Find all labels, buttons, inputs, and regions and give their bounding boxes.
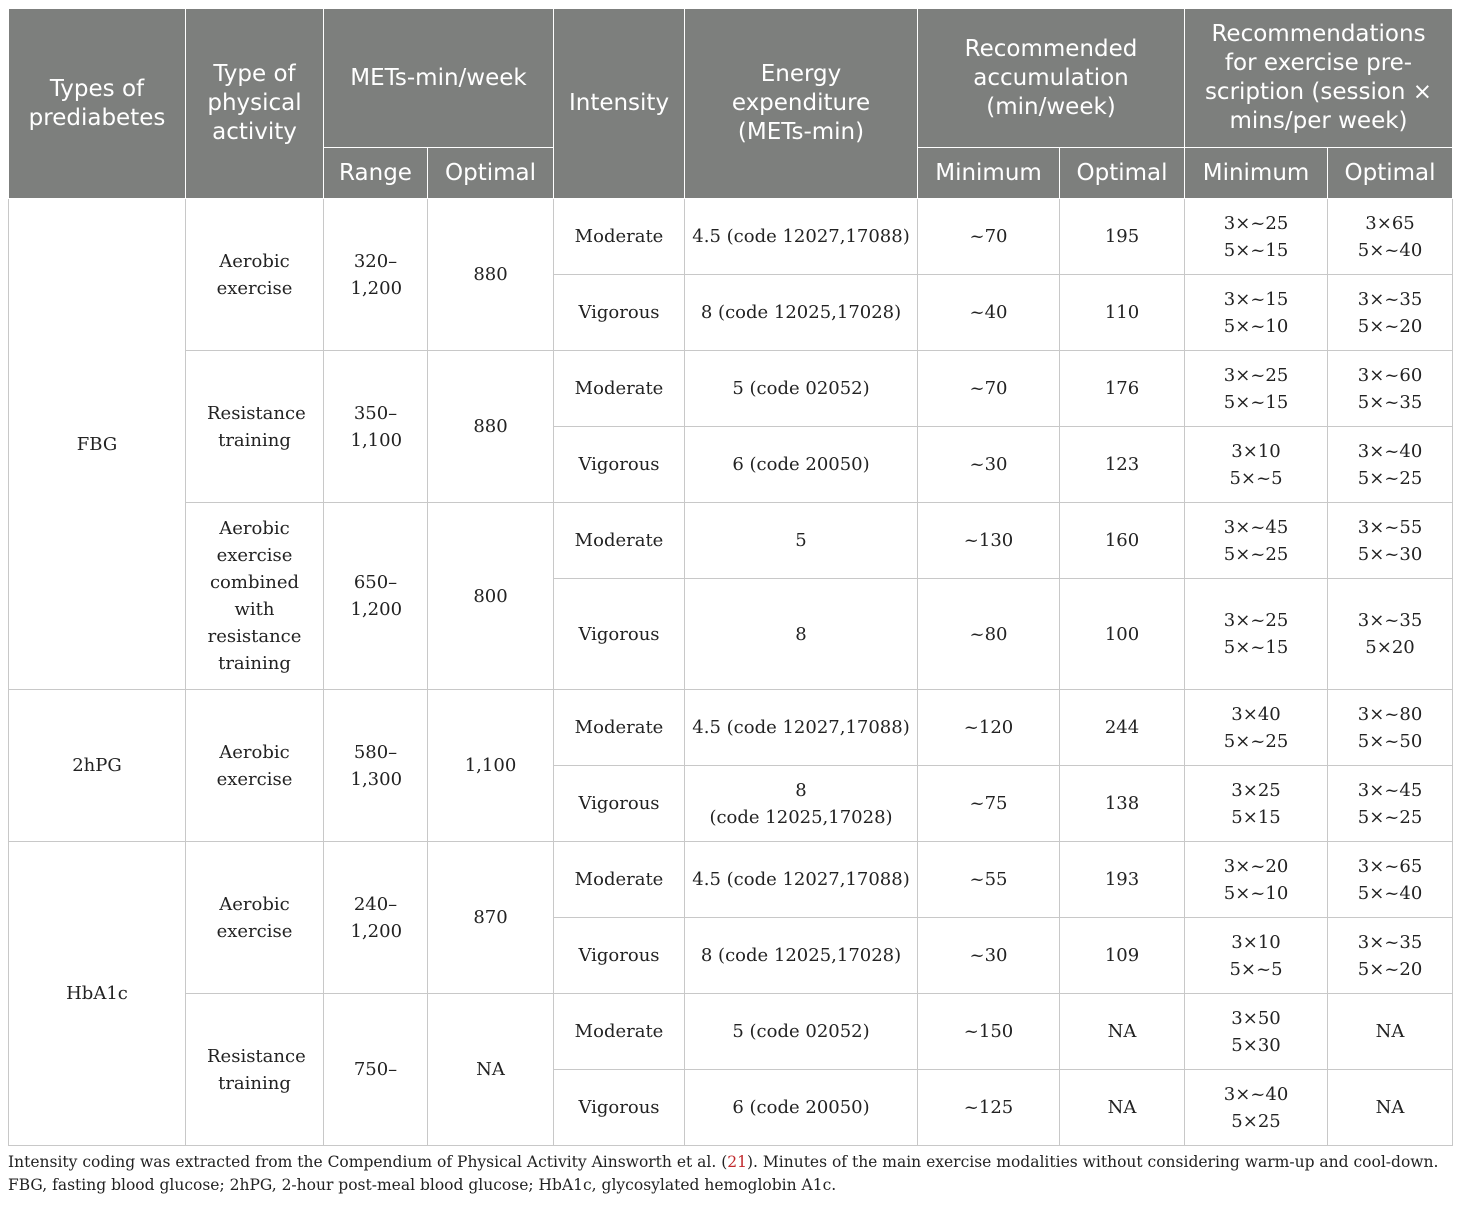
energy: 5 — [685, 503, 918, 579]
activity-type: Resistance training — [186, 994, 324, 1146]
activity-type: Aerobic exercise — [186, 842, 324, 994]
rec-optimal: NA — [1060, 994, 1185, 1070]
mets-optimal: 880 — [428, 351, 554, 503]
pres-optimal: 3×~60 5×~35 — [1328, 351, 1453, 427]
pres-minimum: 3×~20 5×~10 — [1185, 842, 1328, 918]
pres-optimal: NA — [1328, 994, 1453, 1070]
intensity: Vigorous — [554, 579, 685, 690]
table-row — [9, 690, 1453, 766]
pres-minimum: 3×~15 5×~10 — [1185, 275, 1328, 351]
group-name: FBG — [9, 199, 186, 690]
rec-minimum: ~120 — [918, 690, 1060, 766]
rec-minimum: ~30 — [918, 427, 1060, 503]
pres-optimal: 3×~80 5×~50 — [1328, 690, 1453, 766]
intensity: Moderate — [554, 842, 685, 918]
intensity: Moderate — [554, 994, 685, 1070]
mets-range: 580–1,300 — [324, 690, 428, 842]
energy: 4.5 (code 12027,17088) — [685, 690, 918, 766]
mets-optimal: 870 — [428, 842, 554, 994]
pres-minimum: 3×40 5×~25 — [1185, 690, 1328, 766]
rec-optimal: 244 — [1060, 690, 1185, 766]
pres-optimal: NA — [1328, 1070, 1453, 1146]
header-pres-optimal: Optimal — [1328, 148, 1453, 199]
rec-minimum: ~30 — [918, 918, 1060, 994]
header-rec-optimal: Optimal — [1060, 148, 1185, 199]
pres-minimum: 3×~25 5×~15 — [1185, 351, 1328, 427]
rec-minimum: ~125 — [918, 1070, 1060, 1146]
footnote-line-2: FBG, fasting blood glucose; 2hPG, 2-hour post-meal blood glucose; HbA1c, glycosylated hemoglobin A1c. — [8, 1176, 837, 1194]
rec-optimal: 100 — [1060, 579, 1185, 690]
table-footnote — [8, 1151, 1452, 1197]
pres-optimal: 3×~40 5×~25 — [1328, 427, 1453, 503]
rec-minimum: ~75 — [918, 766, 1060, 842]
activity-type: Aerobic exercise — [186, 690, 324, 842]
pres-optimal: 3×~35 5×~20 — [1328, 275, 1453, 351]
header-types: Types of prediabetes — [9, 9, 186, 199]
activity-type: Aerobic exercise — [186, 199, 324, 351]
rec-minimum: ~80 — [918, 579, 1060, 690]
intensity: Moderate — [554, 351, 685, 427]
table-row — [9, 503, 1453, 579]
header-pres-minimum: Minimum — [1185, 148, 1328, 199]
activity-type: Aerobic exercise combined with resistance training — [186, 503, 324, 690]
intensity: Vigorous — [554, 1070, 685, 1146]
pres-minimum: 3×50 5×30 — [1185, 994, 1328, 1070]
table-row — [9, 994, 1453, 1070]
mets-optimal: 880 — [428, 199, 554, 351]
rec-optimal: 109 — [1060, 918, 1185, 994]
pres-minimum: 3×~25 5×~15 — [1185, 199, 1328, 275]
mets-range: 240–1,200 — [324, 842, 428, 994]
header-intensity: Intensity — [554, 9, 685, 199]
rec-optimal: 176 — [1060, 351, 1185, 427]
energy: 5 (code 02052) — [685, 351, 918, 427]
mets-range: 750– — [324, 994, 428, 1146]
intensity: Vigorous — [554, 766, 685, 842]
mets-range: 650–1,200 — [324, 503, 428, 690]
intensity: Vigorous — [554, 275, 685, 351]
rec-minimum: ~70 — [918, 199, 1060, 275]
header-optimal: Optimal — [428, 148, 554, 199]
pres-optimal: 3×~35 5×~20 — [1328, 918, 1453, 994]
energy: 4.5 (code 12027,17088) — [685, 199, 918, 275]
intensity: Moderate — [554, 690, 685, 766]
header-rec-minimum: Minimum — [918, 148, 1060, 199]
mets-optimal: NA — [428, 994, 554, 1146]
rec-optimal: 195 — [1060, 199, 1185, 275]
rec-minimum: ~150 — [918, 994, 1060, 1070]
pres-minimum: 3×25 5×15 — [1185, 766, 1328, 842]
rec-optimal: 123 — [1060, 427, 1185, 503]
rec-minimum: ~55 — [918, 842, 1060, 918]
energy: 5 (code 02052) — [685, 994, 918, 1070]
intensity: Moderate — [554, 199, 685, 275]
energy: 8 (code 12025,17028) — [685, 766, 918, 842]
rec-optimal: 160 — [1060, 503, 1185, 579]
group-name: HbA1c — [9, 842, 186, 1146]
header-recommended: Recommended accumulation (min/week) — [918, 9, 1185, 148]
header-mets: METs-min/week — [324, 9, 554, 148]
intensity: Moderate — [554, 503, 685, 579]
mets-range: 320–1,200 — [324, 199, 428, 351]
mets-optimal: 1,100 — [428, 690, 554, 842]
rec-minimum: ~130 — [918, 503, 1060, 579]
rec-optimal: 110 — [1060, 275, 1185, 351]
energy: 8 (code 12025,17028) — [685, 275, 918, 351]
header-prescription: Recommendations for exercise pre-scription (session × mins/per week) — [1185, 9, 1453, 148]
mets-range: 350–1,100 — [324, 351, 428, 503]
rec-optimal: NA — [1060, 1070, 1185, 1146]
footnote-line-1: Intensity coding was extracted from the Compendium of Physical Activity Ainsworth et al. (21). Minutes of the main exercise modalities without considering warm-up and cool-down. — [8, 1153, 1439, 1171]
rec-optimal: 193 — [1060, 842, 1185, 918]
energy: 6 (code 20050) — [685, 1070, 918, 1146]
intensity: Vigorous — [554, 427, 685, 503]
pres-minimum: 3×~25 5×~15 — [1185, 579, 1328, 690]
intensity: Vigorous — [554, 918, 685, 994]
reference-link[interactable]: 21 — [727, 1153, 747, 1171]
activity-type: Resistance training — [186, 351, 324, 503]
pres-minimum: 3×10 5×~5 — [1185, 918, 1328, 994]
pres-optimal: 3×~55 5×~30 — [1328, 503, 1453, 579]
pres-minimum: 3×~40 5×25 — [1185, 1070, 1328, 1146]
table-row — [9, 199, 1453, 275]
header-range: Range — [324, 148, 428, 199]
table-row — [9, 842, 1453, 918]
mets-optimal: 800 — [428, 503, 554, 690]
energy: 8 — [685, 579, 918, 690]
prediabetes-exercise-table — [8, 8, 1453, 1146]
energy: 4.5 (code 12027,17088) — [685, 842, 918, 918]
pres-optimal: 3×~65 5×~40 — [1328, 842, 1453, 918]
pres-optimal: 3×~35 5×20 — [1328, 579, 1453, 690]
group-name: 2hPG — [9, 690, 186, 842]
header-activity: Type of physical activity — [186, 9, 324, 199]
energy: 6 (code 20050) — [685, 427, 918, 503]
pres-optimal: 3×~45 5×~25 — [1328, 766, 1453, 842]
rec-minimum: ~70 — [918, 351, 1060, 427]
rec-minimum: ~40 — [918, 275, 1060, 351]
pres-minimum: 3×10 5×~5 — [1185, 427, 1328, 503]
header-energy: Energy expenditure (METs-min) — [685, 9, 918, 199]
pres-optimal: 3×65 5×~40 — [1328, 199, 1453, 275]
table-row — [9, 351, 1453, 427]
pres-minimum: 3×~45 5×~25 — [1185, 503, 1328, 579]
rec-optimal: 138 — [1060, 766, 1185, 842]
energy: 8 (code 12025,17028) — [685, 918, 918, 994]
